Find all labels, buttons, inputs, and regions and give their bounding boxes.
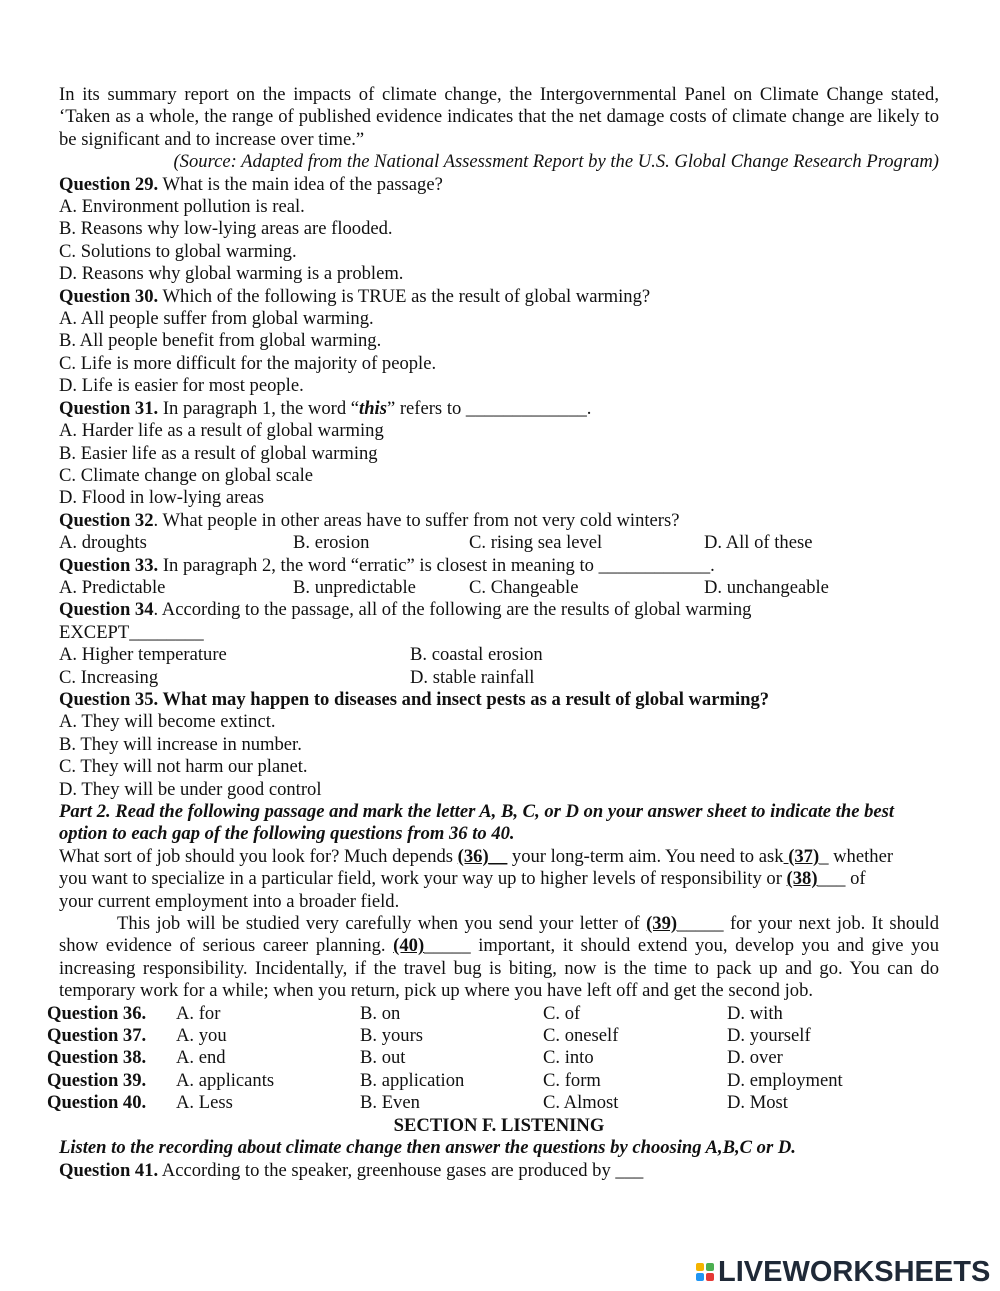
- option-31-d[interactable]: D. Flood in low-lying areas: [59, 487, 265, 509]
- option-31-b[interactable]: B. Easier life as a result of global warming: [59, 442, 378, 464]
- question-label: Question 41.: [59, 1159, 159, 1181]
- question-label: Question 36.: [47, 1002, 147, 1024]
- option-29-c[interactable]: C. Solutions to global warming.: [59, 240, 297, 262]
- option-39-d[interactable]: D. employment: [727, 1069, 843, 1091]
- logo-square-yellow: [696, 1263, 704, 1271]
- question-stem: According to the speaker, greenhouse gases are produced by ___: [158, 1159, 644, 1181]
- question-30: [59, 286, 939, 308]
- option-36-d[interactable]: D. with: [727, 1002, 783, 1024]
- question-label: Question 33.: [59, 554, 159, 576]
- option-39-a[interactable]: A. applicants: [176, 1069, 275, 1091]
- option-34-c[interactable]: C. Increasing: [59, 666, 159, 688]
- part2-instruction-line1: Part 2. Read the following passage and mark the letter A, B, C, or D on your answer sheet to indicate the best: [59, 801, 895, 822]
- option-35-c[interactable]: C. They will not harm our planet.: [59, 756, 308, 778]
- passage-text: What sort of job should you look for? Much depends: [59, 845, 458, 867]
- option-33-d[interactable]: D. unchangeable: [704, 576, 829, 598]
- option-34-b[interactable]: B. coastal erosion: [410, 644, 543, 666]
- gap-36[interactable]: (36)__: [457, 845, 508, 867]
- question-34-except: EXCEPT________: [59, 621, 204, 643]
- gap-37[interactable]: (37): [783, 845, 820, 867]
- question-36-row: [47, 1003, 927, 1025]
- option-37-b[interactable]: B. yours: [360, 1025, 424, 1047]
- option-31-c[interactable]: C. Climate change on global scale: [59, 464, 314, 486]
- question-33: [59, 555, 939, 577]
- option-33-a[interactable]: A. Predictable: [59, 576, 166, 598]
- passage-line-1: [59, 846, 939, 868]
- logo-icon: [696, 1263, 714, 1281]
- logo-square-green: [706, 1263, 714, 1271]
- question-stem: What is the main idea of the passage?: [158, 173, 443, 195]
- option-32-a[interactable]: A. droughts: [59, 532, 147, 554]
- question-label: Question 30.: [59, 285, 159, 307]
- question-stem: . What people in other areas have to suffer from not very cold winters?: [153, 509, 680, 531]
- passage-paragraph-2: [59, 913, 939, 1003]
- question-stem: In paragraph 2, the word “erratic” is closest in meaning to ____________.: [158, 554, 715, 576]
- option-30-a[interactable]: A. All people suffer from global warming.: [59, 308, 374, 330]
- options-33: [59, 577, 939, 599]
- passage-text: your long-term aim. You need to ask: [507, 845, 784, 867]
- passage-text: This job will be studied very carefully when you send your letter of: [117, 913, 647, 935]
- question-label: Question 39.: [47, 1069, 147, 1091]
- option-38-b[interactable]: B. out: [360, 1047, 406, 1069]
- passage-text: _ whether: [819, 845, 894, 867]
- option-31-a[interactable]: A. Harder life as a result of global warming: [59, 420, 384, 442]
- option-30-d[interactable]: D. Life is easier for most people.: [59, 375, 304, 397]
- option-29-d[interactable]: D. Reasons why global warming is a problem.: [59, 263, 404, 285]
- gap-39[interactable]: (39): [646, 913, 678, 935]
- logo-square-red: [706, 1273, 714, 1281]
- question-40-row: [47, 1092, 927, 1114]
- option-38-c[interactable]: C. into: [543, 1047, 594, 1069]
- question-31: [59, 398, 939, 420]
- option-32-d[interactable]: D. All of these: [704, 532, 813, 554]
- question-label: Question 31.: [59, 397, 159, 419]
- option-33-c[interactable]: C. Changeable: [469, 576, 579, 598]
- option-37-c[interactable]: C. oneself: [543, 1025, 619, 1047]
- liveworksheets-logo: [696, 1255, 990, 1289]
- option-34-d[interactable]: D. stable rainfall: [410, 666, 535, 688]
- option-30-c[interactable]: C. Life is more difficult for the majority of people.: [59, 352, 437, 374]
- passage-text: _____ important, it should extend you, develop you and give you increasing responsibility. Incidentally, if the travel bug is biting, now is the time to pack up and go. You can do temporary work for a while; when you return, pick up where you have left off and get the second job.: [59, 935, 939, 1002]
- option-38-d[interactable]: D. over: [727, 1047, 783, 1069]
- option-40-a[interactable]: A. Less: [176, 1092, 233, 1114]
- passage-line-2: [59, 868, 939, 890]
- worksheet-page: [47, 84, 939, 1182]
- intro-paragraph: In its summary report on the impacts of climate change, the Intergovernmental Panel on Climate Change stated, ‘Taken as a whole, the range of published evidence indicates that the net damage costs of climate change are likely to be significant and to increase over time.”: [59, 84, 939, 150]
- option-39-b[interactable]: B. application: [360, 1069, 465, 1091]
- question-stem: In paragraph 1, the word “: [158, 397, 360, 419]
- option-29-a[interactable]: A. Environment pollution is real.: [59, 196, 305, 218]
- option-36-a[interactable]: A. for: [176, 1002, 221, 1024]
- option-37-d[interactable]: D. yourself: [727, 1025, 811, 1047]
- option-35-d[interactable]: D. They will be under good control: [59, 778, 322, 800]
- question-35: Question 35. What may happen to diseases and insect pests as a result of global warming?: [59, 688, 770, 710]
- option-35-a[interactable]: A. They will become extinct.: [59, 711, 276, 733]
- question-label: Question 34: [59, 599, 154, 621]
- option-40-c[interactable]: C. Almost: [543, 1092, 619, 1114]
- gap-38[interactable]: (38): [786, 868, 818, 890]
- question-34: [59, 599, 939, 621]
- option-35-b[interactable]: B. They will increase in number.: [59, 733, 302, 755]
- option-40-d[interactable]: D. Most: [727, 1092, 788, 1114]
- passage-line-3: your current employment into a broader field.: [59, 890, 400, 912]
- option-34-a[interactable]: A. Higher temperature: [59, 644, 227, 666]
- question-label: Question 37.: [47, 1025, 147, 1047]
- part2-instruction-line2: option to each gap of the following questions from 36 to 40.: [59, 823, 515, 845]
- section-f-instruction: Listen to the recording about climate change then answer the questions by choosing A,B,C or D.: [59, 1137, 796, 1159]
- passage-text: you want to specialize in a particular field, work your way up to higher levels of responsibility or: [59, 868, 787, 890]
- option-32-b[interactable]: B. erosion: [293, 532, 370, 554]
- section-f-title: SECTION F. LISTENING: [393, 1114, 605, 1136]
- question-32: [59, 510, 939, 532]
- question-label: Question 40.: [47, 1092, 147, 1114]
- logo-square-blue: [696, 1273, 704, 1281]
- options-32: [59, 532, 939, 554]
- source-citation: (Source: Adapted from the National Assessment Report by the U.S. Global Change Research Program): [173, 151, 939, 173]
- options-34-row2: [59, 667, 939, 689]
- option-29-b[interactable]: B. Reasons why low-lying areas are flooded.: [59, 218, 393, 240]
- question-label: Question 38.: [47, 1047, 147, 1069]
- gap-40[interactable]: (40): [393, 935, 425, 957]
- option-36-c[interactable]: C. of: [543, 1002, 581, 1024]
- passage-text: ___ of: [817, 868, 866, 890]
- option-36-b[interactable]: B. on: [360, 1002, 401, 1024]
- question-38-row: [47, 1047, 927, 1069]
- keyword: this: [359, 397, 387, 419]
- question-stem: . According to the passage, all of the following are the results of global warming: [153, 599, 752, 621]
- option-39-c[interactable]: C. form: [543, 1069, 601, 1091]
- question-stem: ” refers to _____________.: [386, 397, 592, 419]
- option-37-a[interactable]: A. you: [176, 1025, 227, 1047]
- question-41: [59, 1160, 939, 1182]
- passage-text: _____ for your next job. It should show evidence of serious career planning.: [59, 913, 939, 957]
- question-37-row: [47, 1025, 927, 1047]
- logo-text: LIVEWORKSHEETS: [718, 1255, 991, 1288]
- option-33-b[interactable]: B. unpredictable: [293, 576, 416, 598]
- question-stem: Which of the following is TRUE as the result of global warming?: [158, 285, 651, 307]
- option-40-b[interactable]: B. Even: [360, 1092, 420, 1114]
- question-39-row: [47, 1070, 927, 1092]
- question-label: Question 32: [59, 509, 154, 531]
- question-label: Question 29.: [59, 173, 159, 195]
- option-32-c[interactable]: C. rising sea level: [469, 532, 603, 554]
- options-34-row1: [59, 644, 939, 666]
- option-38-a[interactable]: A. end: [176, 1047, 226, 1069]
- option-30-b[interactable]: B. All people benefit from global warming.: [59, 330, 382, 352]
- question-29: [59, 174, 939, 196]
